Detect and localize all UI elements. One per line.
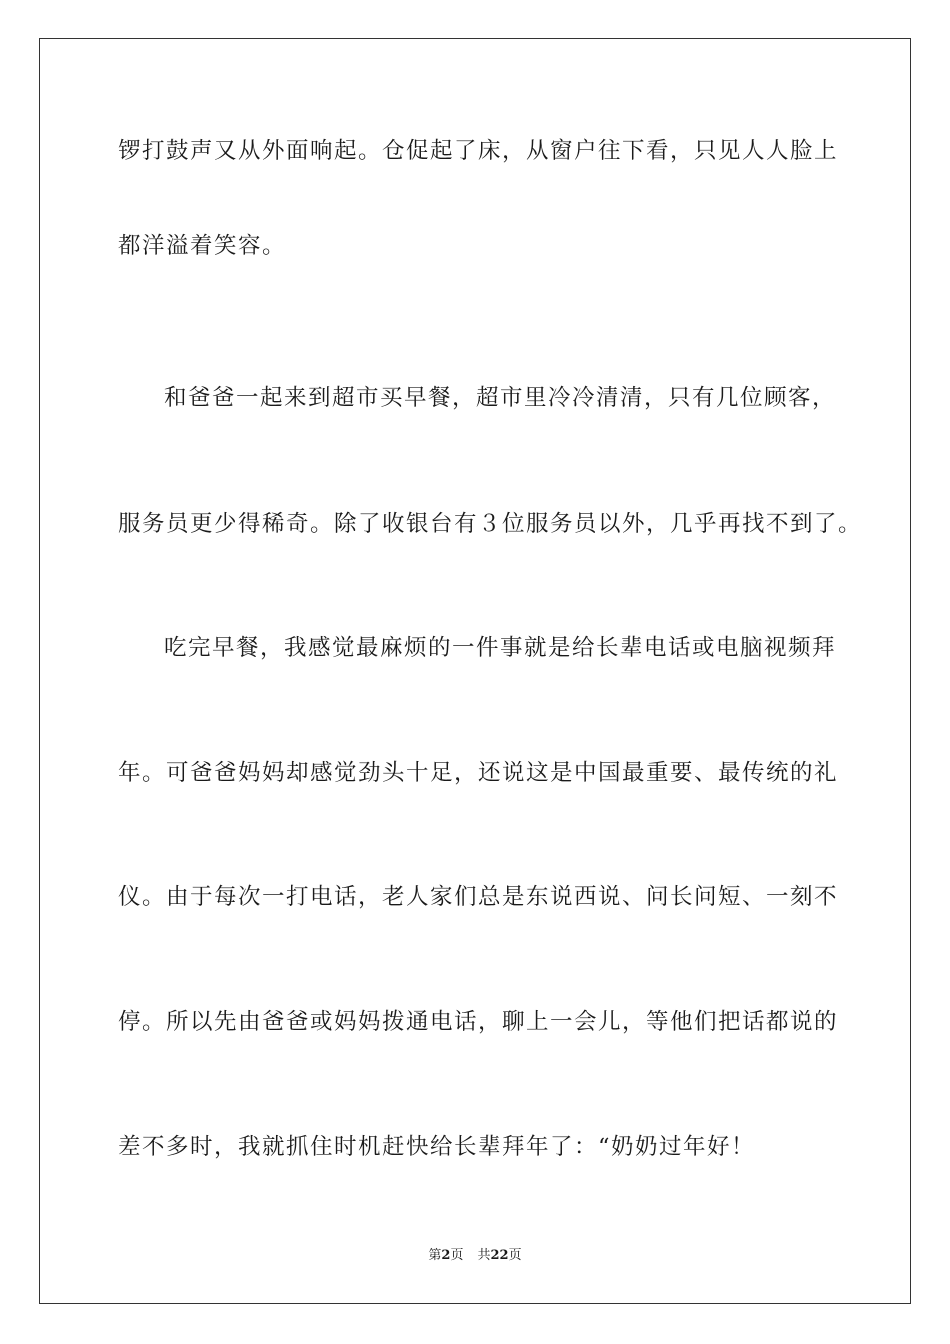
page-footer [0, 1247, 950, 1265]
paragraph-line-4: 服务员更少得稀奇。除了收银台有３位服务员以外，几乎再找不到了。 [118, 511, 863, 537]
page-prefix: 第 [428, 1248, 442, 1263]
paragraph-line-9: 差不多时，我就抓住时机赶快给长辈拜年了：“奶奶过年好！ [118, 1134, 756, 1160]
page-border [39, 38, 911, 1304]
paragraph-line-6: 年。可爸爸妈妈却感觉劲头十足，还说这是中国最重要、最传统的礼 [118, 760, 839, 786]
paragraph-line-1: 锣打鼓声又从外面响起。仓促起了床，从窗户往下看，只见人人脸上 [118, 138, 839, 164]
total-pages: 22 [490, 1248, 509, 1263]
paragraph-line-2: 都洋溢着笑容。 [118, 233, 287, 259]
paragraph-line-7: 仪。由于每次一打电话，老人家们总是东说西说、问长问短、一刻不 [118, 884, 839, 910]
paragraph-line-3: 和爸爸一起来到超市买早餐，超市里冷冷清清，只有几位顾客， [164, 385, 837, 411]
paragraph-line-5: 吃完早餐，我感觉最麻烦的一件事就是给长辈电话或电脑视频拜 [164, 635, 837, 661]
page-suffix: 页 [450, 1248, 464, 1263]
paragraph-line-8: 停。所以先由爸爸或妈妈拨通电话，聊上一会儿，等他们把话都说的 [118, 1009, 839, 1035]
total-prefix: 共 [477, 1248, 491, 1263]
total-suffix: 页 [508, 1248, 522, 1263]
page-number: 2 [441, 1248, 451, 1263]
